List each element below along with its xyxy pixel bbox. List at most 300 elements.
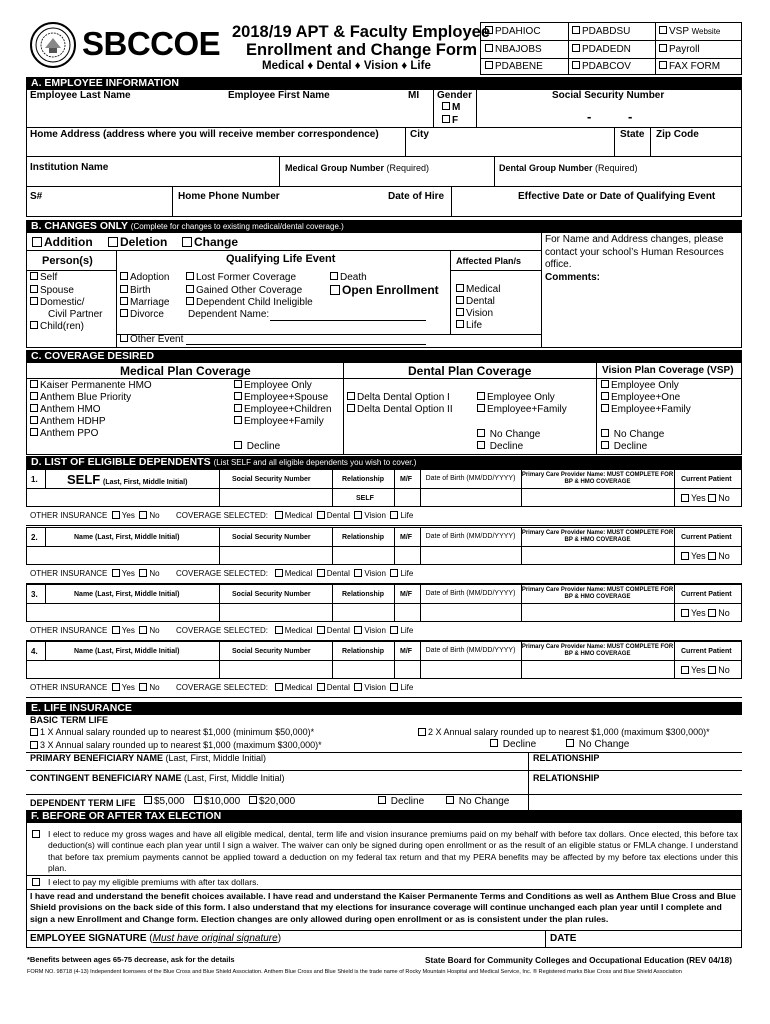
dent-employee-only-label: Employee Only (487, 392, 555, 403)
self-relationship: SELF (356, 495, 374, 502)
life-3x-label: 3 X Annual salary rounded up to nearest $1,000 (maximum $300,000)* (40, 740, 322, 750)
marriage-checkbox[interactable] (120, 297, 128, 305)
cov-dental-checkbox[interactable] (317, 626, 325, 634)
yes-label: Yes (121, 683, 135, 693)
life-decline-label: Decline (502, 739, 537, 750)
open-enrollment-checkbox[interactable] (330, 285, 340, 295)
ssn-dash: - (587, 109, 592, 124)
dependent-name-field[interactable]: Name (Last, First, Middle Initial) (74, 591, 180, 598)
dependent-relationship-field[interactable]: Relationship (342, 476, 385, 483)
vsp-label: VSP (669, 26, 689, 37)
affected-vision-checkbox[interactable] (456, 308, 464, 316)
pdadedn-label: PDADEDN (582, 44, 631, 55)
life-3x-checkbox[interactable] (30, 741, 38, 749)
dependent-relationship-field[interactable]: Relationship (342, 534, 385, 541)
dent-decline-checkbox[interactable] (477, 441, 485, 449)
gender-m-checkbox[interactable] (442, 102, 450, 110)
divorce-label: Divorce (130, 309, 164, 320)
dependent-mf-field[interactable]: M/F (400, 591, 413, 598)
life-1x-label: 1 X Annual salary rounded up to nearest $1,000 (minimum $50,000)* (40, 727, 315, 737)
cov-vision-label: Vision (364, 683, 386, 693)
dependent-mf-field[interactable]: M/F (400, 476, 413, 483)
cov-life-label: Life (400, 569, 414, 579)
dependent-relationship-field[interactable]: Relationship (342, 591, 385, 598)
no-label: No (718, 665, 730, 675)
current-patient-label: Current Patient (681, 591, 732, 598)
cov-medical-label: Medical (284, 683, 313, 693)
cov-vision-label: Vision (364, 569, 386, 579)
current-patient-yes-checkbox[interactable] (681, 609, 689, 617)
dependent-name-field[interactable]: Name (Last, First, Middle Initial) (74, 534, 180, 541)
life-2x-checkbox[interactable] (418, 728, 426, 736)
cov-vision-label: Vision (364, 511, 386, 521)
person-spouse-label: Spouse (40, 285, 74, 296)
person-civil-partner-label: Civil Partner (48, 309, 103, 320)
other-ins-no-checkbox[interactable] (139, 683, 147, 691)
dental-plan-heading: Dental Plan Coverage (408, 364, 532, 378)
deletion-checkbox[interactable] (108, 237, 118, 247)
cov-life-checkbox[interactable] (390, 683, 398, 691)
other-ins-yes-checkbox[interactable] (112, 683, 120, 691)
current-patient-options (681, 666, 730, 675)
current-patient-no-checkbox[interactable] (708, 666, 716, 674)
form-subtitle: Medical ♦ Dental ♦ Vision ♦ Life (262, 60, 431, 72)
dependent-name-label: Dependent Name: (188, 309, 270, 320)
dent-decline-label: Decline (489, 441, 524, 452)
no-label: No (718, 493, 730, 503)
dependent-ssn-field[interactable]: Social Security Number (232, 534, 311, 541)
adoption-checkbox[interactable] (120, 272, 128, 280)
coverage-selected-row (176, 512, 413, 520)
dependent-value-row (26, 489, 742, 507)
persons-heading: Person(s) (42, 255, 93, 267)
footer-form-number: FORM NO. 98718 (4-13) Independent licensees of the Blue Cross and Blue Shield Association. Anthem Blue Cross and Blue Shield is the trade name of Rocky Mountain Hospital and Medical Service, Inc. ® Registered marks Blue Cross and Blue Shield Association (27, 969, 682, 975)
dep-life-decline-checkbox[interactable] (378, 796, 386, 804)
med-employee-children-checkbox[interactable] (234, 404, 242, 412)
no-label: No (718, 551, 730, 561)
acknowledgement-statement: I have read and understand the benefit choices available. I have read and understand the Kaiser Permanente Terms and Conditions as well as Anthem Blue Cross and Blue Shield provisions on the back side of this form. I also understand that my elections for insurance coverage will continue unchanged each plan year until I complete and sign a new Enrollment and Change form. Election changes are only allowed during open enrollment or as is consistent under the plan rules. (30, 891, 736, 924)
other-insurance-row (30, 512, 160, 520)
no-label: No (149, 511, 160, 521)
contingent-beneficiary-field[interactable]: CONTINGENT BENEFICIARY NAME (30, 773, 182, 783)
current-patient-no-checkbox[interactable] (708, 552, 716, 560)
dependent-number: 4. (31, 647, 38, 656)
self-sub-label: (Last, First, Middle Initial) (103, 479, 188, 486)
dependent-relationship-field[interactable]: Relationship (342, 648, 385, 655)
death-label: Death (340, 272, 367, 283)
other-insurance-label: OTHER INSURANCE (30, 569, 108, 579)
other-insurance-row (30, 627, 160, 635)
dep-life-5000-label: $5,000 (154, 796, 185, 807)
vis-decline-label: Decline (613, 441, 648, 452)
yes-label: Yes (691, 608, 706, 618)
cov-medical-checkbox[interactable] (275, 626, 283, 634)
city-field[interactable]: City (410, 129, 429, 140)
vis-no-change-checkbox[interactable] (601, 429, 609, 437)
self-name-field[interactable] (67, 473, 187, 487)
cov-medical-label: Medical (284, 511, 313, 521)
section-b-title: B. CHANGES ONLY (31, 220, 128, 232)
date-of-hire-field[interactable]: Date of Hire (388, 191, 445, 202)
yes-label: Yes (121, 511, 135, 521)
vis-employee-family-label: Employee+Family (611, 404, 691, 415)
yes-label: Yes (691, 665, 706, 675)
primary-beneficiary-sub: (Last, First, Middle Initial) (165, 753, 267, 763)
s-number-field[interactable]: S# (30, 191, 43, 202)
yes-label: Yes (121, 626, 135, 636)
person-spouse-checkbox[interactable] (30, 285, 38, 293)
dependent-ssn-field[interactable]: Social Security Number (232, 648, 311, 655)
fax-form-checkbox[interactable] (659, 61, 667, 69)
cov-vision-checkbox[interactable] (354, 683, 362, 691)
name-address-note: For Name and Address changes, please contact your school’s Human Resources office. (545, 234, 724, 270)
after-tax-checkbox[interactable] (32, 878, 40, 886)
affected-medical-checkbox[interactable] (456, 284, 464, 292)
vsp-website-label: Website (691, 27, 721, 36)
cov-life-label: Life (400, 626, 414, 636)
person-domestic-partner-checkbox[interactable] (30, 297, 38, 305)
org-name: SBCCOE (82, 25, 221, 62)
divorce-checkbox[interactable] (120, 309, 128, 317)
other-ins-yes-checkbox[interactable] (112, 569, 120, 577)
state-seal (30, 22, 76, 68)
institution-name-field[interactable]: Institution Name (30, 162, 109, 173)
zip-code-field[interactable]: Zip Code (656, 129, 699, 140)
before-tax-checkbox[interactable] (32, 830, 40, 838)
coverage-selected-label: COVERAGE SELECTED: (176, 683, 269, 693)
employee-last-name-field[interactable]: Employee Last Name (30, 90, 131, 101)
dependent-dob-field[interactable]: Date of Birth (MM/DD/YYYY) (425, 589, 516, 597)
cov-dental-checkbox[interactable] (317, 569, 325, 577)
medical-plan-heading: Medical Plan Coverage (120, 364, 251, 378)
dependent-ineligible-label: Dependent Child Ineligible (196, 297, 313, 308)
dependent-ssn-field[interactable]: Social Security Number (232, 591, 311, 598)
ssn-field[interactable]: Social Security Number (552, 90, 665, 101)
gained-coverage-label: Gained Other Coverage (196, 285, 303, 296)
payroll-label: Payroll (669, 44, 700, 55)
life-decline-checkbox[interactable] (490, 739, 498, 747)
kaiser-hmo-checkbox[interactable] (30, 380, 38, 388)
cov-dental-checkbox[interactable] (317, 511, 325, 519)
dependent-mf-field[interactable]: M/F (400, 534, 413, 541)
medical-group-number-field[interactable]: Medical Group Number (285, 163, 385, 173)
marriage-label: Marriage (130, 297, 170, 308)
dependent-number: 2. (31, 533, 38, 542)
cov-dental-label: Dental (326, 683, 350, 693)
yes-label: Yes (691, 551, 706, 561)
other-insurance-row (30, 684, 160, 692)
section-e-header: E. LIFE INSURANCE (26, 702, 742, 715)
other-event-input[interactable] (186, 344, 426, 345)
cov-medical-checkbox[interactable] (275, 683, 283, 691)
mi-field[interactable]: MI (408, 90, 420, 101)
form-title-line1: 2018/19 APT & Faculty Employee (232, 23, 490, 41)
coverage-selected-label: COVERAGE SELECTED: (176, 626, 269, 636)
contingent-relationship-field[interactable]: RELATIONSHIP (533, 773, 600, 783)
affected-dental-label: Dental (466, 296, 495, 307)
dependent-pcp-field[interactable]: Primary Care Provider Name: MUST COMPLETE FOR BP & HMO COVERAGE (521, 472, 674, 485)
cov-life-checkbox[interactable] (390, 569, 398, 577)
life-1x-checkbox[interactable] (30, 728, 38, 736)
vis-employee-one-label: Employee+One (611, 392, 681, 403)
cov-medical-checkbox[interactable] (275, 569, 283, 577)
vsp-checkbox[interactable] (659, 26, 667, 34)
delta-option-1-checkbox[interactable] (347, 392, 355, 400)
yes-label: Yes (121, 569, 135, 579)
current-patient-options (681, 609, 730, 618)
employee-signature-field[interactable]: EMPLOYEE SIGNATURE (30, 933, 147, 944)
section-a-header: A. EMPLOYEE INFORMATION (26, 77, 742, 90)
other-ins-yes-checkbox[interactable] (112, 626, 120, 634)
gained-coverage-checkbox[interactable] (186, 285, 194, 293)
current-patient-options (681, 552, 730, 561)
pdahioc-checkbox[interactable] (485, 26, 493, 34)
deletion-label: Deletion (120, 235, 168, 249)
effective-date-field[interactable]: Effective Date or Date of Qualifying Event (518, 191, 716, 202)
basic-term-life-label: BASIC TERM LIFE (30, 715, 108, 725)
person-self-checkbox[interactable] (30, 272, 38, 280)
anthem-ppo-label: Anthem PPO (40, 428, 99, 439)
person-self-label: Self (40, 272, 58, 283)
vis-employee-only-label: Employee Only (611, 380, 679, 391)
current-patient-label: Current Patient (681, 648, 732, 655)
med-employee-children-label: Employee+Children (244, 404, 332, 415)
vis-employee-only-checkbox[interactable] (601, 380, 609, 388)
state-field[interactable]: State (620, 129, 645, 140)
primary-beneficiary-field[interactable]: PRIMARY BENEFICIARY NAME (30, 753, 164, 763)
other-ins-no-checkbox[interactable] (139, 569, 147, 577)
nbajobs-checkbox[interactable] (485, 44, 493, 52)
coverage-selected-label: COVERAGE SELECTED: (176, 569, 269, 579)
section-d-note: (List SELF and all eligible dependents you wish to cover.) (213, 458, 417, 467)
death-checkbox[interactable] (330, 272, 338, 280)
adoption-label: Adoption (130, 272, 170, 283)
before-tax-text: I elect to reduce my gross wages and have all eligible medical, dental, term life and vision insurance premiums paid on my behalf with before tax dollars. Once elected, this before tax deduction(s) will continue each plan year until I sign a waiver. The waiver can only be signed during open enrollment or as the result of an eligible status or FMLA change. I understand that before tax premium payments cannot be applied toward a deduction on my federal tax return and that my PERA benefits may be affected by my before tax elections under this plan. (48, 829, 738, 874)
home-phone-field[interactable]: Home Phone Number (178, 191, 280, 202)
employee-first-name-field[interactable]: Employee First Name (228, 90, 330, 101)
other-ins-yes-checkbox[interactable] (112, 511, 120, 519)
pdabene-checkbox[interactable] (485, 61, 493, 69)
dependent-name-field[interactable]: Name (Last, First, Middle Initial) (74, 648, 180, 655)
anthem-blue-priority-checkbox[interactable] (30, 392, 38, 400)
cov-dental-label: Dental (326, 511, 350, 521)
fax-form-label: FAX FORM (669, 61, 721, 72)
section-f-header: F. BEFORE OR AFTER TAX ELECTION (26, 810, 742, 823)
cov-medical-checkbox[interactable] (275, 511, 283, 519)
change-checkbox[interactable] (182, 237, 192, 247)
affected-life-checkbox[interactable] (456, 320, 464, 328)
dep-life-5000-checkbox[interactable] (144, 796, 152, 804)
other-insurance-row (30, 570, 160, 578)
other-insurance-label: OTHER INSURANCE (30, 511, 108, 521)
cov-vision-label: Vision (364, 626, 386, 636)
current-patient-label: Current Patient (681, 534, 732, 541)
affected-dental-checkbox[interactable] (456, 296, 464, 304)
dent-employee-family-label: Employee+Family (487, 404, 567, 415)
dep-life-no-change-label: No Change (458, 796, 510, 807)
dep-life-no-change-checkbox[interactable] (446, 796, 454, 804)
no-label: No (149, 626, 160, 636)
vis-no-change-label: No Change (613, 429, 665, 440)
med-employee-family-label: Employee+Family (244, 416, 324, 427)
no-label: No (149, 569, 160, 579)
footer-board: State Board for Community Colleges and Occupational Education (REV 04/18) (425, 955, 733, 965)
form-title-line2: Enrollment and Change Form (246, 41, 478, 59)
med-decline-checkbox[interactable] (234, 441, 242, 449)
primary-relationship-field[interactable]: RELATIONSHIP (533, 753, 600, 763)
delta-option-2-checkbox[interactable] (347, 404, 355, 412)
ssn-dash: - (628, 109, 633, 124)
section-d-header (26, 456, 742, 469)
lost-coverage-checkbox[interactable] (186, 272, 194, 280)
cov-life-label: Life (400, 683, 414, 693)
after-tax-text: I elect to pay my eligible premiums with after tax dollars. (48, 877, 259, 887)
coverage-selected-row (176, 684, 413, 692)
person-children-checkbox[interactable] (30, 321, 38, 329)
section-b-note: (Complete for changes to existing medical/dental coverage.) (130, 222, 344, 231)
anthem-hdhp-label: Anthem HDHP (40, 416, 106, 427)
med-employee-spouse-label: Employee+Spouse (244, 392, 329, 403)
dep-life-20000-checkbox[interactable] (249, 796, 257, 804)
current-patient-yes-checkbox[interactable] (681, 666, 689, 674)
anthem-hmo-label: Anthem HMO (40, 404, 101, 415)
dependent-dob-field[interactable]: Date of Birth (MM/DD/YYYY) (425, 646, 516, 654)
addition-label: Addition (44, 235, 93, 249)
current-patient-yes-checkbox[interactable] (681, 552, 689, 560)
vis-employee-family-checkbox[interactable] (601, 404, 609, 412)
cov-life-label: Life (400, 511, 414, 521)
dependent-value-row (26, 604, 742, 622)
section-c-header: C. COVERAGE DESIRED (26, 350, 742, 363)
lost-coverage-label: Lost Former Coverage (196, 272, 297, 283)
other-insurance-label: OTHER INSURANCE (30, 683, 108, 693)
no-label: No (149, 683, 160, 693)
cov-medical-label: Medical (284, 569, 313, 579)
coverage-selected-row (176, 627, 413, 635)
dep-life-20000-label: $20,000 (259, 796, 296, 807)
current-patient-no-checkbox[interactable] (708, 609, 716, 617)
required-note: (Required) (386, 163, 430, 173)
gender-f-checkbox[interactable] (442, 115, 450, 123)
dependent-number: 3. (31, 590, 38, 599)
dependent-pcp-field[interactable]: Primary Care Provider Name: MUST COMPLETE FOR BP & HMO COVERAGE (521, 644, 674, 657)
dependent-term-life-label: DEPENDENT TERM LIFE (30, 798, 136, 808)
change-label: Change (194, 235, 239, 249)
vis-decline-checkbox[interactable] (601, 441, 609, 449)
signature-note: Must have original signature (152, 933, 278, 944)
dependent-number: 1. (31, 475, 38, 484)
cov-vision-checkbox[interactable] (354, 569, 362, 577)
anthem-hmo-checkbox[interactable] (30, 404, 38, 412)
pdabdsu-label: PDABDSU (582, 26, 631, 37)
delta-option-2-label: Delta Dental Option II (357, 404, 453, 415)
dependent-mf-field[interactable]: M/F (400, 648, 413, 655)
dep-life-decline-label: Decline (390, 796, 425, 807)
dependent-value-row (26, 547, 742, 565)
no-label: No (718, 608, 730, 618)
other-ins-no-checkbox[interactable] (139, 511, 147, 519)
other-event-checkbox[interactable] (120, 334, 128, 342)
dependent-name-input[interactable] (270, 320, 426, 321)
dent-employee-family-checkbox[interactable] (477, 404, 485, 412)
anthem-ppo-checkbox[interactable] (30, 428, 38, 436)
comments-label: Comments: (545, 272, 601, 283)
qle-heading: Qualifying Life Event (226, 253, 336, 265)
gender-f-label: F (452, 115, 459, 126)
dent-no-change-label: No Change (489, 429, 541, 440)
current-patient-options (681, 494, 730, 503)
coverage-selected-label: COVERAGE SELECTED: (176, 511, 269, 521)
cov-medical-label: Medical (284, 626, 313, 636)
anthem-hdhp-checkbox[interactable] (30, 416, 38, 424)
dep-life-10000-checkbox[interactable] (194, 796, 202, 804)
birth-label: Birth (130, 285, 151, 296)
pdadedn-checkbox[interactable] (572, 44, 580, 52)
contingent-beneficiary-sub: (Last, First, Middle Initial) (184, 773, 285, 783)
cov-dental-label: Dental (326, 626, 350, 636)
self-label: SELF (67, 472, 101, 487)
date-field[interactable]: DATE (550, 933, 577, 944)
cov-dental-checkbox[interactable] (317, 683, 325, 691)
vis-employee-one-checkbox[interactable] (601, 392, 609, 400)
nbajobs-label: NBAJOBS (495, 44, 542, 55)
current-patient-yes-checkbox[interactable] (681, 494, 689, 502)
cov-life-checkbox[interactable] (390, 511, 398, 519)
cov-life-checkbox[interactable] (390, 626, 398, 634)
addition-checkbox[interactable] (32, 237, 42, 247)
footer-benefits-note: *Benefits between ages 65-75 decrease, ask for the details (27, 955, 235, 964)
dependent-pcp-field[interactable]: Primary Care Provider Name: MUST COMPLETE FOR BP & HMO COVERAGE (521, 587, 674, 600)
med-employee-spouse-checkbox[interactable] (234, 392, 242, 400)
birth-checkbox[interactable] (120, 285, 128, 293)
current-patient-no-checkbox[interactable] (708, 494, 716, 502)
dependent-pcp-field[interactable]: Primary Care Provider Name: MUST COMPLETE FOR BP & HMO COVERAGE (521, 530, 674, 543)
life-2x-label: 2 X Annual salary rounded up to nearest $1,000 (maximum $300,000)* (428, 727, 710, 737)
kaiser-hmo-label: Kaiser Permanente HMO (40, 380, 152, 391)
other-ins-no-checkbox[interactable] (139, 626, 147, 634)
pdabcov-checkbox[interactable] (572, 61, 580, 69)
pdabdsu-checkbox[interactable] (572, 26, 580, 34)
vision-plan-heading: Vision Plan Coverage (VSP) (602, 365, 734, 376)
routing-codes (480, 22, 742, 75)
dental-group-number-field[interactable]: Dental Group Number (499, 163, 593, 173)
dent-no-change-checkbox[interactable] (477, 429, 485, 437)
affected-plans-heading: Affected Plan/s (456, 256, 522, 266)
dependent-dob-field[interactable]: Date of Birth (MM/DD/YYYY) (425, 474, 516, 482)
cov-vision-checkbox[interactable] (354, 511, 362, 519)
med-employee-family-checkbox[interactable] (234, 416, 242, 424)
dependent-ineligible-checkbox[interactable] (186, 297, 194, 305)
other-event-label: Other Event (130, 334, 184, 345)
life-no-change-label: No Change (578, 739, 630, 750)
gender-label: Gender (437, 90, 473, 101)
dep-life-10000-label: $10,000 (204, 796, 241, 807)
pdabcov-label: PDABCOV (582, 61, 631, 72)
med-decline-label: Decline (246, 441, 281, 452)
med-employee-only-checkbox[interactable] (234, 380, 242, 388)
home-address-field[interactable]: Home Address (address where you will receive member correspondence) (30, 129, 379, 140)
cov-vision-checkbox[interactable] (354, 626, 362, 634)
dependent-ssn-field[interactable]: Social Security Number (232, 476, 311, 483)
dependent-dob-field[interactable]: Date of Birth (MM/DD/YYYY) (425, 532, 516, 540)
section-d-title: D. LIST OF ELIGIBLE DEPENDENTS (31, 456, 211, 468)
pdahioc-label: PDAHIOC (495, 26, 541, 37)
other-insurance-label: OTHER INSURANCE (30, 626, 108, 636)
payroll-checkbox[interactable] (659, 44, 667, 52)
life-no-change-checkbox[interactable] (566, 739, 574, 747)
open-enrollment-label: Open Enrollment (342, 283, 439, 297)
dent-employee-only-checkbox[interactable] (477, 392, 485, 400)
